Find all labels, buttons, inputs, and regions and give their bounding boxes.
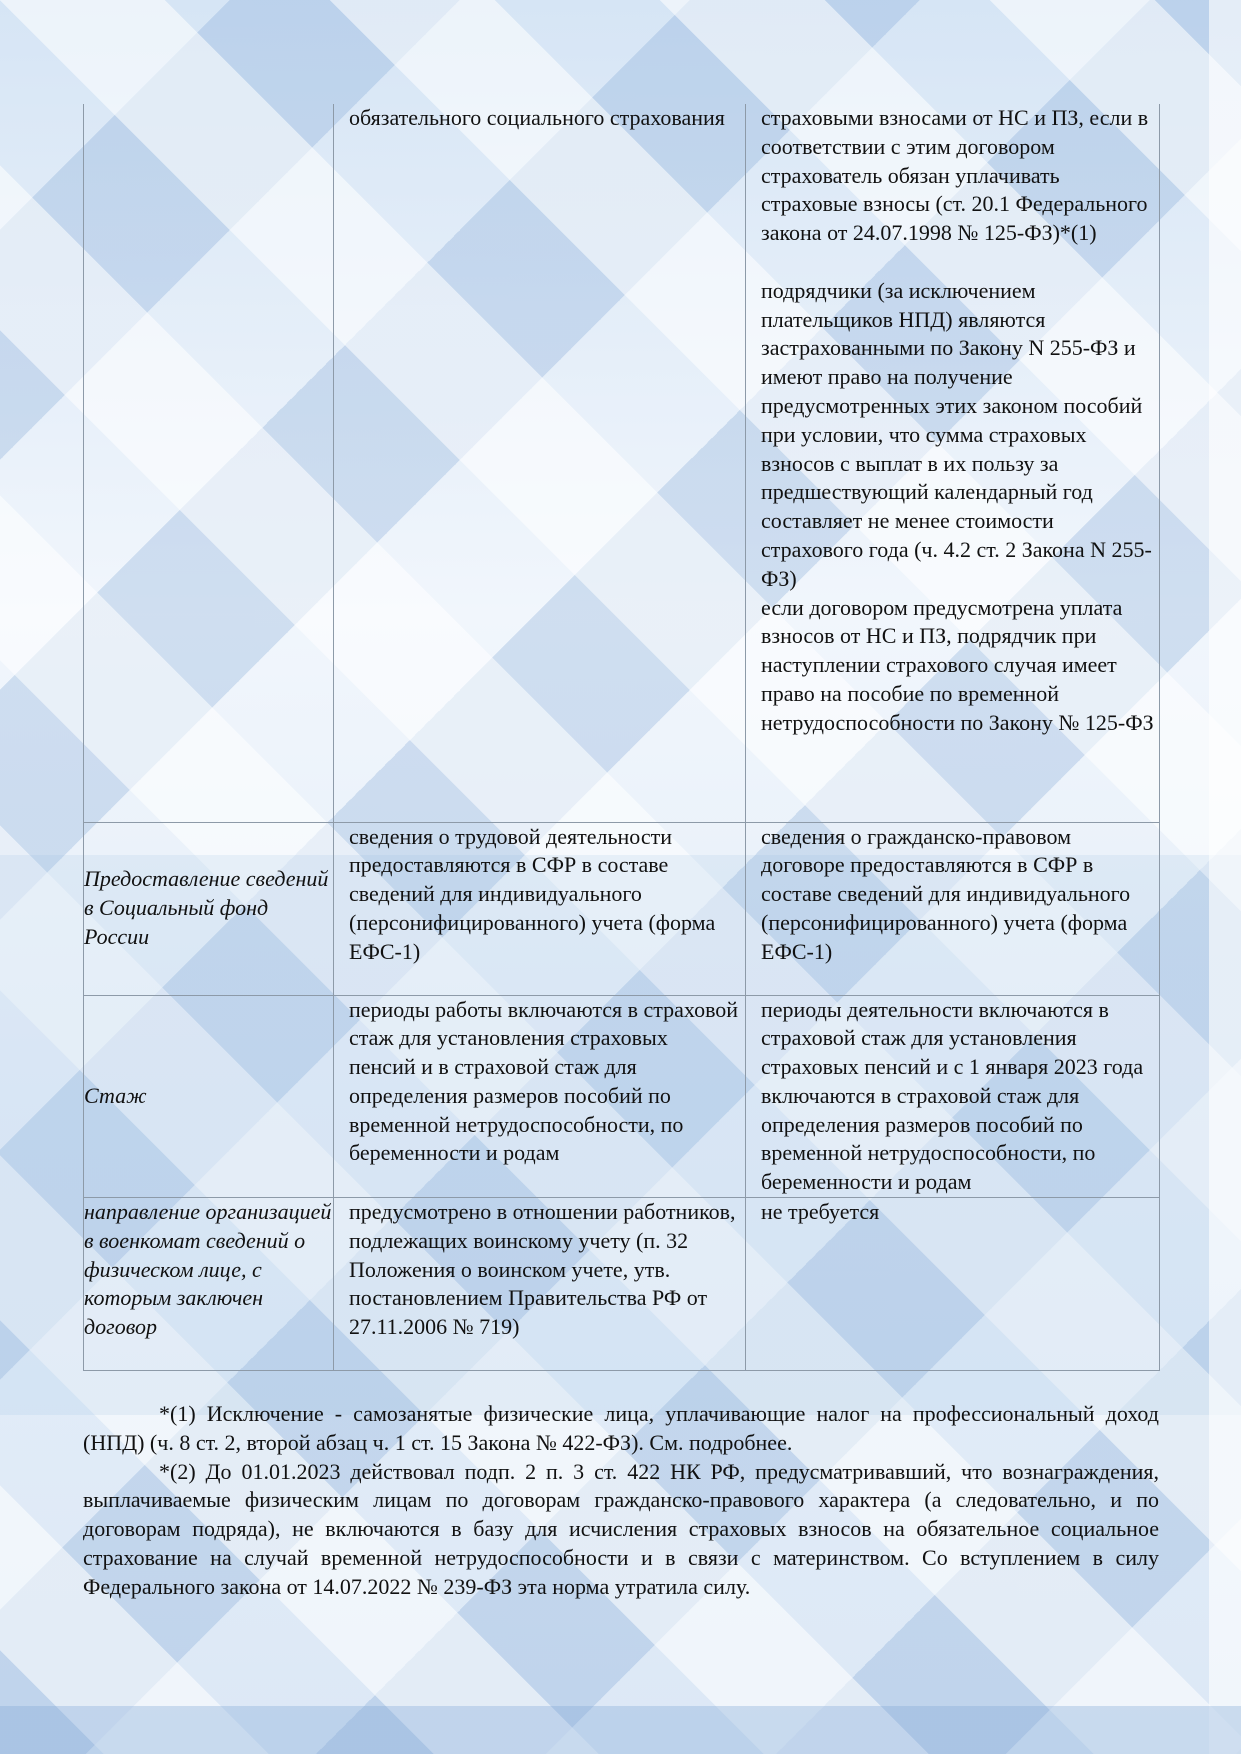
table-row [84, 822, 1160, 995]
table-cell-civil-contract [746, 995, 1160, 1198]
cell-text: периоды деятельности включаются в страховой стаж для установления страховых пенсий и с 1 января 2023 года включаются в страховой стаж для определения размеров пособий по временной нетрудоспособности, по беременности и родам [761, 996, 1144, 1195]
cell-text: если договором предусмотрена уплата взносов от НС и ПЗ, подрядчик при наступлении страхового случая имеет право на пособие по временной нетрудоспособности по Закону № 125-ФЗ [761, 594, 1154, 735]
table-row [84, 104, 1160, 822]
table-cell-labor-contract [334, 822, 746, 995]
footnote-1: *(1) Исключение - самозанятые физические лица, уплачивающие налог на профессиональный доход (НПД) (ч. 8 ст. 2, второй абзац ч. 1 ст. 15 Закона № 422-ФЗ). См. подробнее. [83, 1401, 1159, 1455]
table-cell-criterion [84, 995, 334, 1198]
table-cell-criterion [84, 822, 334, 995]
table-row [84, 995, 1160, 1198]
background-right-strip [1209, 0, 1241, 1754]
cell-text: страховыми взносами от НС и ПЗ, если в соответствии с этим договором страхователь обязан уплачивать страховые взносы (ст. 20.1 Федерального закона от 24.07.1998 № 125-ФЗ)*(1) [761, 105, 1149, 246]
cell-text: периоды работы включаются в страховой стаж для установления страховых пенсий и в страховой стаж для определения размеров пособий по временной нетрудоспособности, по беременности и родам [349, 996, 739, 1166]
table-cell-civil-contract [746, 822, 1160, 995]
table-cell-labor-contract [334, 1198, 746, 1371]
table-cell-civil-contract [746, 1198, 1160, 1371]
cell-text: не требуется [761, 1199, 880, 1225]
comparison-table [83, 104, 1160, 1371]
cell-text: предусмотрено в отношении работников, подлежащих воинскому учету (п. 32 Положения о воинском учете, утв. постановлением Правительства РФ от 27.11.2006 № 719) [349, 1199, 736, 1340]
table-cell-labor-contract [334, 995, 746, 1198]
cell-text: направление организацией в военкомат сведений о физическом лице, с которым заключен договор [84, 1199, 332, 1340]
table-cell-criterion [84, 104, 334, 822]
cell-text: обязательного социального страхования [349, 105, 725, 130]
cell-text: Стаж [84, 1082, 147, 1108]
table-row [84, 1198, 1160, 1371]
table-cell-civil-contract [746, 104, 1160, 822]
cell-text: подрядчики (за исключением плательщиков НПД) являются застрахованными по Закону N 255-ФЗ и имеют право на получение предусмотренных этих законом пособий при условии, что сумма страховых взносов с выплат в их пользу за предшествующий календарный год составляет не менее стоимости страхового года (ч. 4.2 ст. 2 Закона N 255-ФЗ) [761, 277, 1152, 591]
cell-text: сведения о трудовой деятельности предоставляются в СФР в составе сведений для индивидуального (персонифицированного) учета (форма ЕФС-1) [349, 823, 716, 964]
footnotes [83, 1400, 1159, 1602]
paragraph-spacer [761, 248, 1155, 277]
table-cell-labor-contract [334, 104, 746, 822]
background-bottom-strip [0, 1706, 1241, 1754]
cell-text: сведения о гражданско-правовом договоре предоставляются в СФР в составе сведений для индивидуального (персонифицированного) учета (форма ЕФС-1) [761, 823, 1131, 964]
table-cell-criterion [84, 1198, 334, 1371]
footnote-2: *(2) До 01.01.2023 действовал подп. 2 п. 3 ст. 422 НК РФ, предусматривавший, что вознаграждения, выплачиваемые физическим лицам по договорам гражданско-правового характера (а следовательно, и по договорам подряда), не включаются в базу для исчисления страховых взносов на обязательное социальное страхование на случай временной нетрудоспособности и в связи с материнством. Со вступлением в силу Федерального закона от 14.07.2022 № 239-ФЗ эта норма утратила силу. [83, 1458, 1159, 1599]
cell-text: Предоставление сведений в Социальный фонд России [84, 866, 329, 949]
